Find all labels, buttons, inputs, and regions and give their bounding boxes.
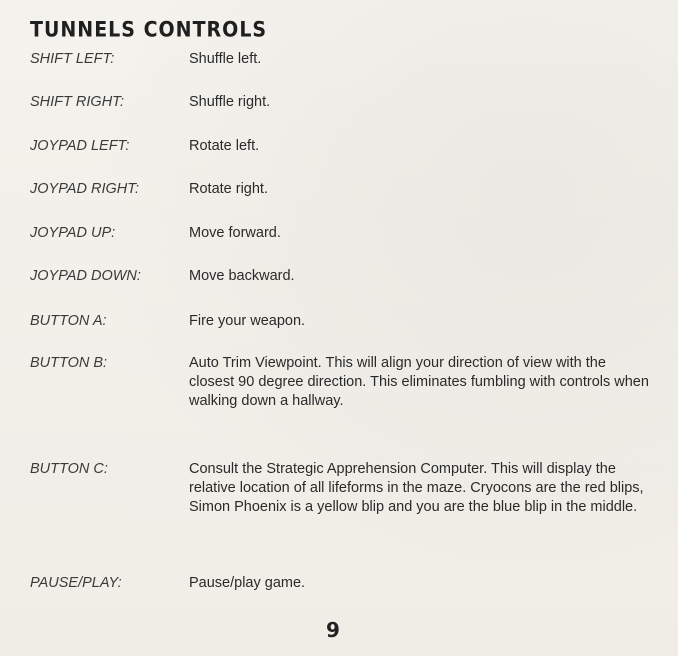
control-description: Consult the Strategic Apprehension Computer. This will display the relative location of all lifeforms in the maze. Cryocons are the red blips, Simon Phoenix is a yellow blip and you are the blue blip in the middle. (189, 461, 644, 515)
control-key: JOYPAD LEFT: (30, 138, 130, 154)
control-key: BUTTON B: (30, 355, 108, 371)
control-description: Fire your weapon. (189, 313, 306, 329)
control-key: BUTTON C: (30, 461, 108, 477)
control-key: JOYPAD DOWN: (30, 268, 141, 284)
control-key: SHIFT LEFT: (30, 51, 115, 67)
control-description: Rotate left. (189, 138, 260, 154)
control-key: JOYPAD RIGHT: (30, 181, 140, 197)
control-description: Shuffle right. (189, 94, 271, 110)
control-description: Move backward. (189, 268, 295, 284)
control-key: BUTTON A: (30, 313, 107, 329)
section-title: TUNNELS CONTROLS (30, 18, 268, 43)
control-description: Move forward. (189, 225, 281, 241)
control-key: SHIFT RIGHT: (30, 94, 124, 110)
control-description: Pause/play game. (189, 575, 306, 591)
control-description: Auto Trim Viewpoint. This will align your direction of view with the closest 90 degree direction. This eliminates fumbling with controls when walking down a hallway. (189, 355, 649, 409)
page-number: 9 (326, 618, 340, 642)
control-key: PAUSE/PLAY: (30, 575, 122, 591)
control-description: Shuffle left. (189, 51, 262, 67)
control-description: Rotate right. (189, 181, 268, 197)
control-key: JOYPAD UP: (30, 225, 116, 241)
